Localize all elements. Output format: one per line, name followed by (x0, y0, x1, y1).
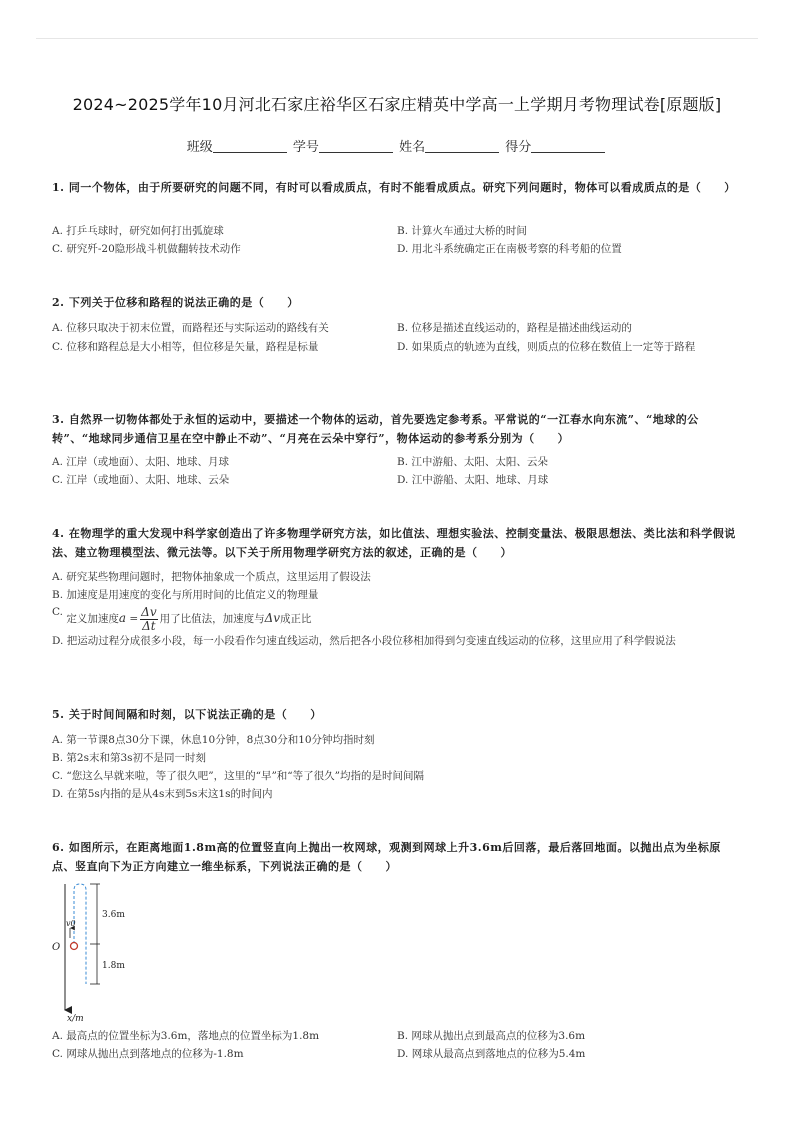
question-1-stem: 1. 同一个物体，由于所要研究的问题不同，有时可以看成质点，有时不能看成质点。研究下列问题时，物体可以看成质点的是（ ） (52, 181, 736, 194)
question-6-stem: 6. 如图所示，在距离地面1.8m高的位置竖直向上抛出一枚网球，观测到网球上升3.6m后回落，最后落回地面。以抛出点为坐标原点、竖直向下为正方向建立一维坐标系，下列说法正确的是（ ） (52, 841, 721, 873)
v0-label: v0 (66, 919, 76, 928)
class-label: 班级 (186, 140, 213, 155)
fraction-numerator: Δv (141, 604, 157, 619)
question-2-option-a[interactable]: A. 位移只取决于初末位置，而路程还与实际运动的路线有关 (52, 322, 329, 334)
height-label: 1.8m (102, 961, 125, 971)
number-label: 学号 (292, 140, 319, 155)
question-4-option-a[interactable]: A. 研究某些物理问题时，把物体抽象成一个质点，这里运用了假设法 (52, 571, 371, 583)
question-4-option-c-text3: 成正比 (280, 613, 312, 625)
question-3-option-c[interactable]: C. 江岸（或地面）、太阳、地球、云朵 (52, 474, 230, 486)
rise-label: 3.6m (102, 910, 125, 920)
name-label: 姓名 (399, 140, 426, 155)
delta-v-symbol: Δv (264, 611, 281, 625)
projectile-figure (50, 880, 160, 1025)
question-4-option-b[interactable]: B. 加速度是用速度的变化与所用时间的比值定义的物理量 (52, 589, 319, 601)
question-4-option-d[interactable]: D. 把运动过程分成很多小段，每一小段看作匀速直线运动，然后把各小段位移相加得到匀变速直线运动的位移，这里应用了科学假说法 (52, 635, 676, 647)
question-2-option-b[interactable]: B. 位移是描述直线运动的，路程是描述曲线运动的 (397, 322, 632, 334)
question-5-option-b[interactable]: B. 第2s末和第3s初不是同一时刻 (52, 752, 207, 764)
acceleration-symbol: a (118, 611, 126, 625)
question-4-stem: 4. 在物理学的重大发现中科学家创造出了许多物理学研究方法，如比值法、理想实验法、控制变量法、极限思想法、类比法和科学假说法、建立物理模型法、微元法等。以下关于所用物理学研究方法的叙述，正确的是（ ） (52, 527, 736, 559)
question-5-stem: 5. 关于时间间隔和时刻，以下说法正确的是（ ） (52, 708, 322, 721)
class-blank[interactable] (213, 140, 287, 153)
question-4-option-c-prefix: C. (52, 606, 63, 618)
question-3-option-d[interactable]: D. 江中游船、太阳、地球、月球 (397, 474, 549, 486)
question-3-option-a[interactable]: A. 江岸（或地面）、太阳、地球、月球 (52, 456, 230, 468)
acceleration-fraction (140, 606, 157, 633)
question-5-option-c[interactable]: C. “您这么早就来啦，等了很久吧”，这里的“早”和“等了很久”均指的是时间间隔 (52, 770, 425, 782)
question-1-option-c[interactable]: C. 研究歼-20隐形战斗机做翻转技术动作 (52, 243, 241, 255)
question-6-option-d[interactable]: D. 网球从最高点到落地点的位移为5.4m (397, 1048, 586, 1060)
question-1-option-b[interactable]: B. 计算火车通过大桥的时间 (397, 225, 527, 237)
axis-label: x/m (67, 1014, 84, 1024)
question-4-option-c-text2: 用了比值法，加速度与 (159, 613, 265, 625)
question-6-option-b[interactable]: B. 网球从抛出点到最高点的位移为3.6m (397, 1030, 586, 1042)
trajectory-path (74, 884, 86, 984)
question-6-option-c[interactable]: C. 网球从抛出点到落地点的位移为-1.8m (52, 1048, 244, 1060)
page-title: 2024~2025学年10月河北石家庄裕华区石家庄精英中学高一上学期月考物理试卷[原题版] (72, 95, 722, 114)
number-blank[interactable] (319, 140, 393, 153)
question-3-option-b[interactable]: B. 江中游船、太阳、太阳、云朵 (397, 456, 548, 468)
question-2-stem: 2. 下列关于位移和路程的说法正确的是（ ） (52, 296, 299, 309)
question-5-option-a[interactable]: A. 第一节课8点30分下课，休息10分钟，8点30分和10分钟均指时刻 (52, 734, 375, 746)
origin-label: O (52, 942, 61, 953)
tennis-ball (71, 943, 78, 950)
question-2-option-c[interactable]: C. 位移和路程总是大小相等，但位移是矢量，路程是标量 (52, 341, 319, 353)
question-2-option-d[interactable]: D. 如果质点的轨迹为直线，则质点的位移在数值上一定等于路程 (397, 341, 696, 353)
question-1-option-d[interactable]: D. 用北斗系统确定正在南极考察的科考船的位置 (397, 243, 622, 255)
student-info-row (0, 136, 794, 155)
equals-sign: = (129, 613, 139, 625)
question-6-option-a[interactable]: A. 最高点的位置坐标为3.6m，落地点的位置坐标为1.8m (52, 1030, 320, 1042)
question-4-option-c[interactable] (52, 604, 742, 633)
header-divider (36, 38, 758, 39)
question-4-option-c-text1: 定义加速度 (66, 613, 119, 625)
score-blank[interactable] (531, 140, 605, 153)
fraction-denominator: Δt (142, 618, 156, 633)
score-label: 得分 (505, 140, 532, 155)
question-3-stem: 3. 自然界一切物体都处于永恒的运动中，要描述一个物体的运动，首先要选定参考系。平常说的“一江春水向东流”、“地球的公转”、“地球同步通信卫星在空中静止不动”、“月亮在云朵中穿行”，物体运动的参考系分别为（ ） (52, 413, 699, 445)
question-1-option-a[interactable]: A. 打乒乓球时，研究如何打出弧旋球 (52, 225, 224, 237)
name-blank[interactable] (425, 140, 499, 153)
question-5-option-d[interactable]: D. 在第5s内指的是从4s末到5s末这1s的时间内 (52, 788, 273, 800)
